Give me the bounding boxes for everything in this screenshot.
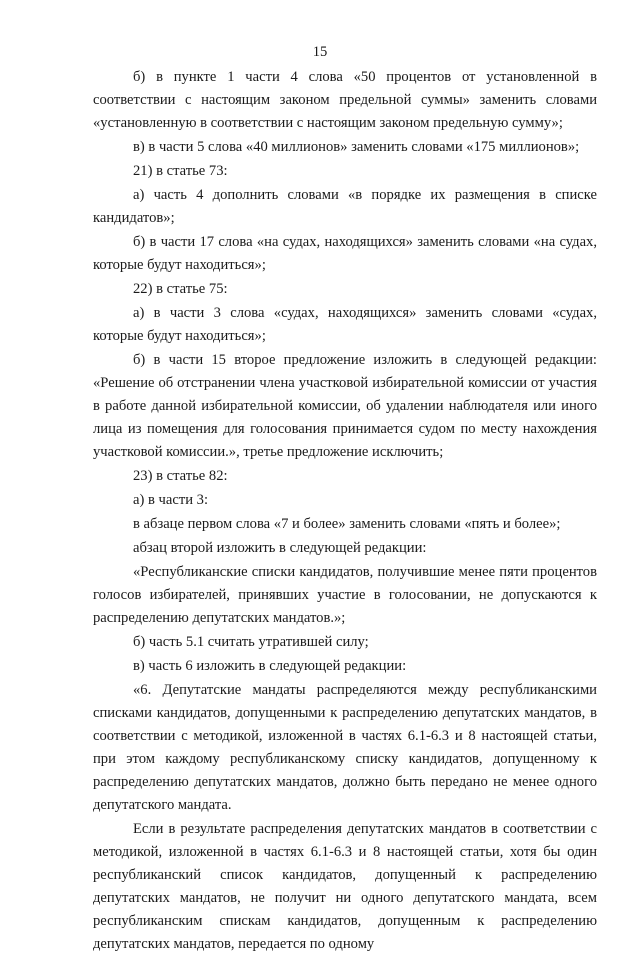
paragraph: 23) в статье 82: [133, 468, 228, 484]
paragraph: б) в пункте 1 части 4 слова «50 процентов от установленной в соответствии с настоящим законом предельной суммы» заменить словами «установленную в соответствии с настоящим законом предельную сумму»; [93, 69, 597, 131]
paragraph: в абзаце первом слова «7 и более» заменить словами «пять и более»; [133, 516, 561, 532]
paragraph: 22) в статье 75: [133, 281, 228, 297]
document-body [93, 66, 597, 956]
paragraph: б) в части 17 слова «на судах, находящихся» заменить словами «на судах, которые будут находиться»; [93, 234, 597, 273]
paragraph: 21) в статье 73: [133, 163, 228, 179]
paragraph: а) в части 3 слова «судах, находящихся» заменить словами «судах, которые будут находиться»; [93, 305, 597, 344]
page-number: 15 [312, 44, 328, 60]
paragraph: Если в результате распределения депутатских мандатов в соответствии с методикой, изложенной в частях 6.1-6.3 и 8 настоящей статьи, хотя бы один республиканский список кандидатов, допущенный к распределению депутатских мандатов, не получит ни одного депутатского мандата, всем республиканским спискам кандидатов, допущенным к распределению депутатских мандатов, передается по одному [93, 821, 597, 952]
paragraph: б) в части 15 второе предложение изложить в следующей редакции: «Решение об отстранении члена участковой избирательной комиссии от участия в работе данной избирательной комиссии, об удалении наблюдателя или иного лица из помещения для голосования принимается судом по месту нахождения участковой комиссии.», третье предложение исключить; [93, 352, 597, 460]
paragraph: б) часть 5.1 считать утратившей силу; [133, 634, 369, 650]
paragraph: а) в части 3: [133, 492, 209, 508]
paragraph: «Республиканские списки кандидатов, получившие менее пяти процентов голосов избирателей, принявших участие в голосовании, не допускаются к распределению депутатских мандатов.»; [93, 564, 597, 626]
paragraph: абзац второй изложить в следующей редакции: [133, 540, 427, 556]
paragraph: в) в части 5 слова «40 миллионов» заменить словами «175 миллионов»; [133, 139, 580, 155]
paragraph: «6. Депутатские мандаты распределяются между республиканскими списками кандидатов, допущенными к распределению депутатских мандатов, в соответствии с методикой, изложенной в частях 6.1-6.3 и 8 настоящей статьи, при этом каждому республиканскому списку кандидатов, допущенному к распределению депутатских мандатов, должно быть передано не менее одного депутатского мандата. [93, 682, 597, 813]
paragraph: а) часть 4 дополнить словами «в порядке их размещения в списке кандидатов»; [93, 187, 597, 226]
paragraph: в) часть 6 изложить в следующей редакции: [133, 658, 407, 674]
